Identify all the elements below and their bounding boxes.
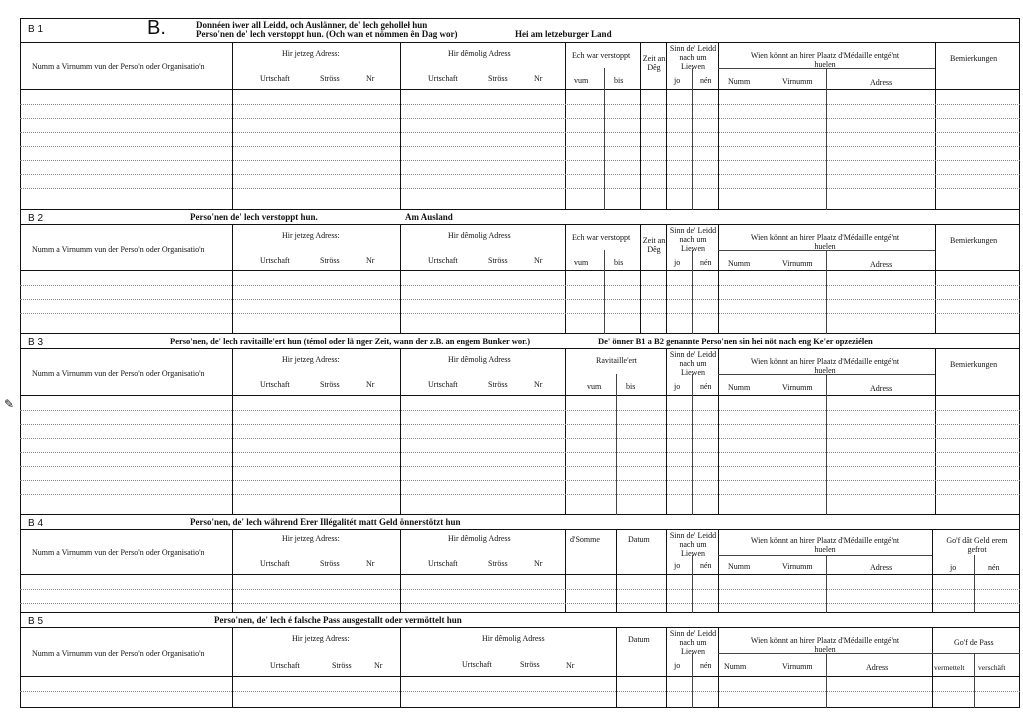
col-nr: Nr — [534, 380, 543, 389]
col-alive: Sinn de' Leidd nach um Liewen — [669, 629, 717, 656]
col-pass-issued: vermettelt — [934, 663, 965, 672]
col-town: Urtschaft — [428, 74, 458, 83]
col-street: Ströss — [488, 256, 508, 265]
col-medal-address: Adress — [870, 384, 893, 393]
col-medal-name: Numm — [728, 562, 751, 571]
col-yes: jo — [950, 563, 957, 572]
col-yes: jo — [674, 382, 681, 391]
col-nr: Nr — [366, 256, 375, 265]
section-title: Perso'nen de' lech verstoppt hun. — [190, 212, 318, 222]
col-from: vum — [574, 76, 589, 85]
section-subtitle: Perso'nen de' lech verstoppt hun. (Och wan et nömmen ên Dag wor) — [196, 29, 458, 39]
col-medal-first: Virnumm — [782, 77, 813, 86]
section-b4 — [20, 515, 1020, 613]
col-to: bis — [614, 76, 624, 85]
col-addr-then: Hir dêmolig Adress — [448, 231, 511, 240]
col-addr-now: Hir jetzeg Adress: — [282, 355, 340, 364]
col-addr-now: Hir jetzeg Adress: — [292, 634, 350, 643]
col-nr: Nr — [366, 380, 375, 389]
col-medal-name: Numm — [728, 77, 751, 86]
col-town: Urtschaft — [462, 660, 492, 669]
section-b2 — [20, 210, 1020, 334]
section-id: B 1 — [28, 24, 44, 35]
col-alive: Sinn de' Leidd nach um Liewen — [669, 350, 717, 377]
margin-pencil-mark: ✎ — [4, 397, 15, 411]
col-street: Ströss — [488, 74, 508, 83]
col-addr-now: Hir jetzeg Adress: — [282, 231, 340, 240]
col-alive: Sinn de' Leidd nach um Liewen — [669, 44, 717, 71]
col-nr: Nr — [534, 74, 543, 83]
col-town: Urtschaft — [428, 256, 458, 265]
col-medal: Wien könnt an hirer Plaatz d'Médaille entgé'nt huelen — [750, 51, 900, 69]
col-street: Ströss — [320, 559, 340, 568]
col-pass: Go'f de Pass — [954, 638, 994, 647]
col-name: Numm a Virnumm vun der Perso'n oder Organisatio'n — [32, 649, 205, 658]
col-time: Zeit an Dêg — [642, 236, 666, 254]
col-town: Urtschaft — [260, 380, 290, 389]
rows-area[interactable] — [20, 271, 1020, 334]
col-medal: Wien könnt an hirer Plaatz d'Médaille entgé'nt huelen — [750, 536, 900, 554]
col-medal-first: Virnumm — [782, 562, 813, 571]
col-remarks: Bemierkungen — [950, 236, 998, 245]
col-yes: jo — [674, 661, 681, 670]
col-medal-name: Numm — [728, 259, 751, 268]
col-time: Zeit an Dêg — [642, 54, 666, 72]
col-name: Numm a Virnumm vun der Perso'n oder Organisatio'n — [32, 62, 205, 71]
col-money-returned: Go'f dât Geld erem gefrot — [946, 536, 1008, 554]
col-nr: Nr — [566, 661, 575, 670]
col-town: Urtschaft — [260, 256, 290, 265]
rows-area[interactable] — [20, 90, 1020, 210]
col-no: nén — [988, 563, 1000, 572]
col-town: Urtschaft — [260, 559, 290, 568]
col-name: Numm a Virnumm vun der Perso'n oder Organisatio'n — [32, 548, 205, 557]
col-medal-name: Numm — [728, 383, 751, 392]
col-date: Datum — [628, 635, 650, 644]
section-title: Perso'nen, de' lech é falsche Pass ausgestallt oder vermöttelt hun — [214, 615, 462, 625]
section-id: B 5 — [28, 616, 44, 627]
col-medal: Wien könnt an hirer Plaatz d'Médaille entgé'nt huelen — [750, 357, 900, 375]
col-medal: Wien könnt an hirer Plaatz d'Médaille entgé'nt huelen — [750, 233, 900, 251]
section-b1 — [20, 18, 1020, 210]
col-no: nén — [700, 561, 712, 570]
section-title: Donnéen iwer all Leidd, och Auslänner, de' lech geholleł hun — [196, 20, 428, 30]
col-town: Urtschaft — [428, 559, 458, 568]
col-medal-address: Adress — [870, 260, 893, 269]
col-nr: Nr — [374, 661, 383, 670]
col-medal-address: Adress — [870, 563, 893, 572]
col-to: bis — [626, 382, 636, 391]
col-remarks: Bemierkungen — [950, 54, 998, 63]
col-ravitaillert: Ravitaille'ert — [596, 356, 637, 365]
col-medal: Wien könnt an hirer Plaatz d'Médaille entgé'nt huelen — [750, 636, 900, 654]
col-from: vum — [587, 382, 602, 391]
col-alive: Sinn de' Leidd nach um Liewen — [669, 531, 717, 558]
col-sum: d'Somme — [570, 535, 600, 544]
col-from: vum — [574, 258, 589, 267]
col-to: bis — [614, 258, 624, 267]
col-nr: Nr — [534, 256, 543, 265]
col-alive: Sinn de' Leidd nach um Liewen — [669, 226, 717, 253]
section-id: B 2 — [28, 213, 44, 224]
col-pass-made: verschäft — [978, 663, 1006, 672]
col-name: Numm a Virnumm vun der Perso'n oder Organisatio'n — [32, 245, 205, 254]
col-street: Ströss — [488, 380, 508, 389]
col-nr: Nr — [366, 74, 375, 83]
section-subtitle-location: Hei am letzeburger Land — [515, 29, 612, 39]
col-town: Urtschaft — [260, 74, 290, 83]
col-no: nén — [700, 258, 712, 267]
col-yes: jo — [674, 258, 681, 267]
col-addr-then: Hir dêmolig Adress — [448, 355, 511, 364]
col-addr-then: Hir dêmolig Adress — [448, 534, 511, 543]
section-b5 — [20, 613, 1020, 708]
col-street: Ströss — [320, 74, 340, 83]
col-hidden: Ech war verstoppt — [572, 51, 631, 60]
col-name: Numm a Virnumm vun der Perso'n oder Organisatio'n — [32, 369, 205, 378]
col-yes: jo — [674, 561, 681, 570]
col-hidden: Ech war verstoppt — [572, 233, 631, 242]
col-medal-first: Virnumm — [782, 383, 813, 392]
section-title-location: Am Ausland — [405, 212, 453, 222]
col-no: nén — [700, 76, 712, 85]
col-addr-now: Hir jetzeg Adress: — [282, 534, 340, 543]
col-addr-now: Hir jetzeg Adress: — [282, 49, 340, 58]
col-no: nén — [700, 382, 712, 391]
col-nr: Nr — [534, 559, 543, 568]
section-id: B 3 — [28, 337, 44, 348]
col-town: Urtschaft — [428, 380, 458, 389]
section-title: Perso'nen, de' lech während Erer Illégalitét matt Geld önnerstötzt hun — [190, 517, 461, 527]
col-town: Urtschaft — [270, 661, 300, 670]
section-note: De' önner B1 a B2 genannte Perso'nen sin hei nöt nach eng Ke'er opzeziélen — [598, 336, 873, 346]
col-street: Ströss — [320, 380, 340, 389]
col-medal-first: Virnumm — [782, 662, 813, 671]
rows-area[interactable] — [20, 677, 1020, 708]
col-no: nén — [700, 661, 712, 670]
col-date: Datum — [628, 535, 650, 544]
col-medal-name: Numm — [724, 662, 747, 671]
col-nr: Nr — [366, 559, 375, 568]
rows-area[interactable] — [20, 575, 1020, 613]
col-medal-first: Virnumm — [782, 259, 813, 268]
col-medal-address: Adress — [866, 663, 889, 672]
section-title: Perso'nen, de' lech ravitaille'ert hun (témol oder lä nger Zeit, wann der z.B. an engem Bunker wor.) — [170, 336, 531, 346]
rows-area[interactable] — [20, 396, 1020, 515]
col-street: Ströss — [488, 559, 508, 568]
col-street: Ströss — [332, 661, 352, 670]
col-yes: jo — [674, 76, 681, 85]
section-letter: B. — [147, 17, 166, 39]
form-sheet — [20, 18, 1020, 708]
section-id: B 4 — [28, 518, 44, 529]
col-street: Ströss — [520, 660, 540, 669]
col-addr-then: Hir dêmolig Adress — [482, 634, 545, 643]
col-street: Ströss — [320, 256, 340, 265]
section-b3 — [20, 334, 1020, 515]
col-addr-then: Hir dêmolig Adress — [448, 49, 511, 58]
col-medal-address: Adress — [870, 78, 893, 87]
col-remarks: Bemierkungen — [950, 360, 998, 369]
